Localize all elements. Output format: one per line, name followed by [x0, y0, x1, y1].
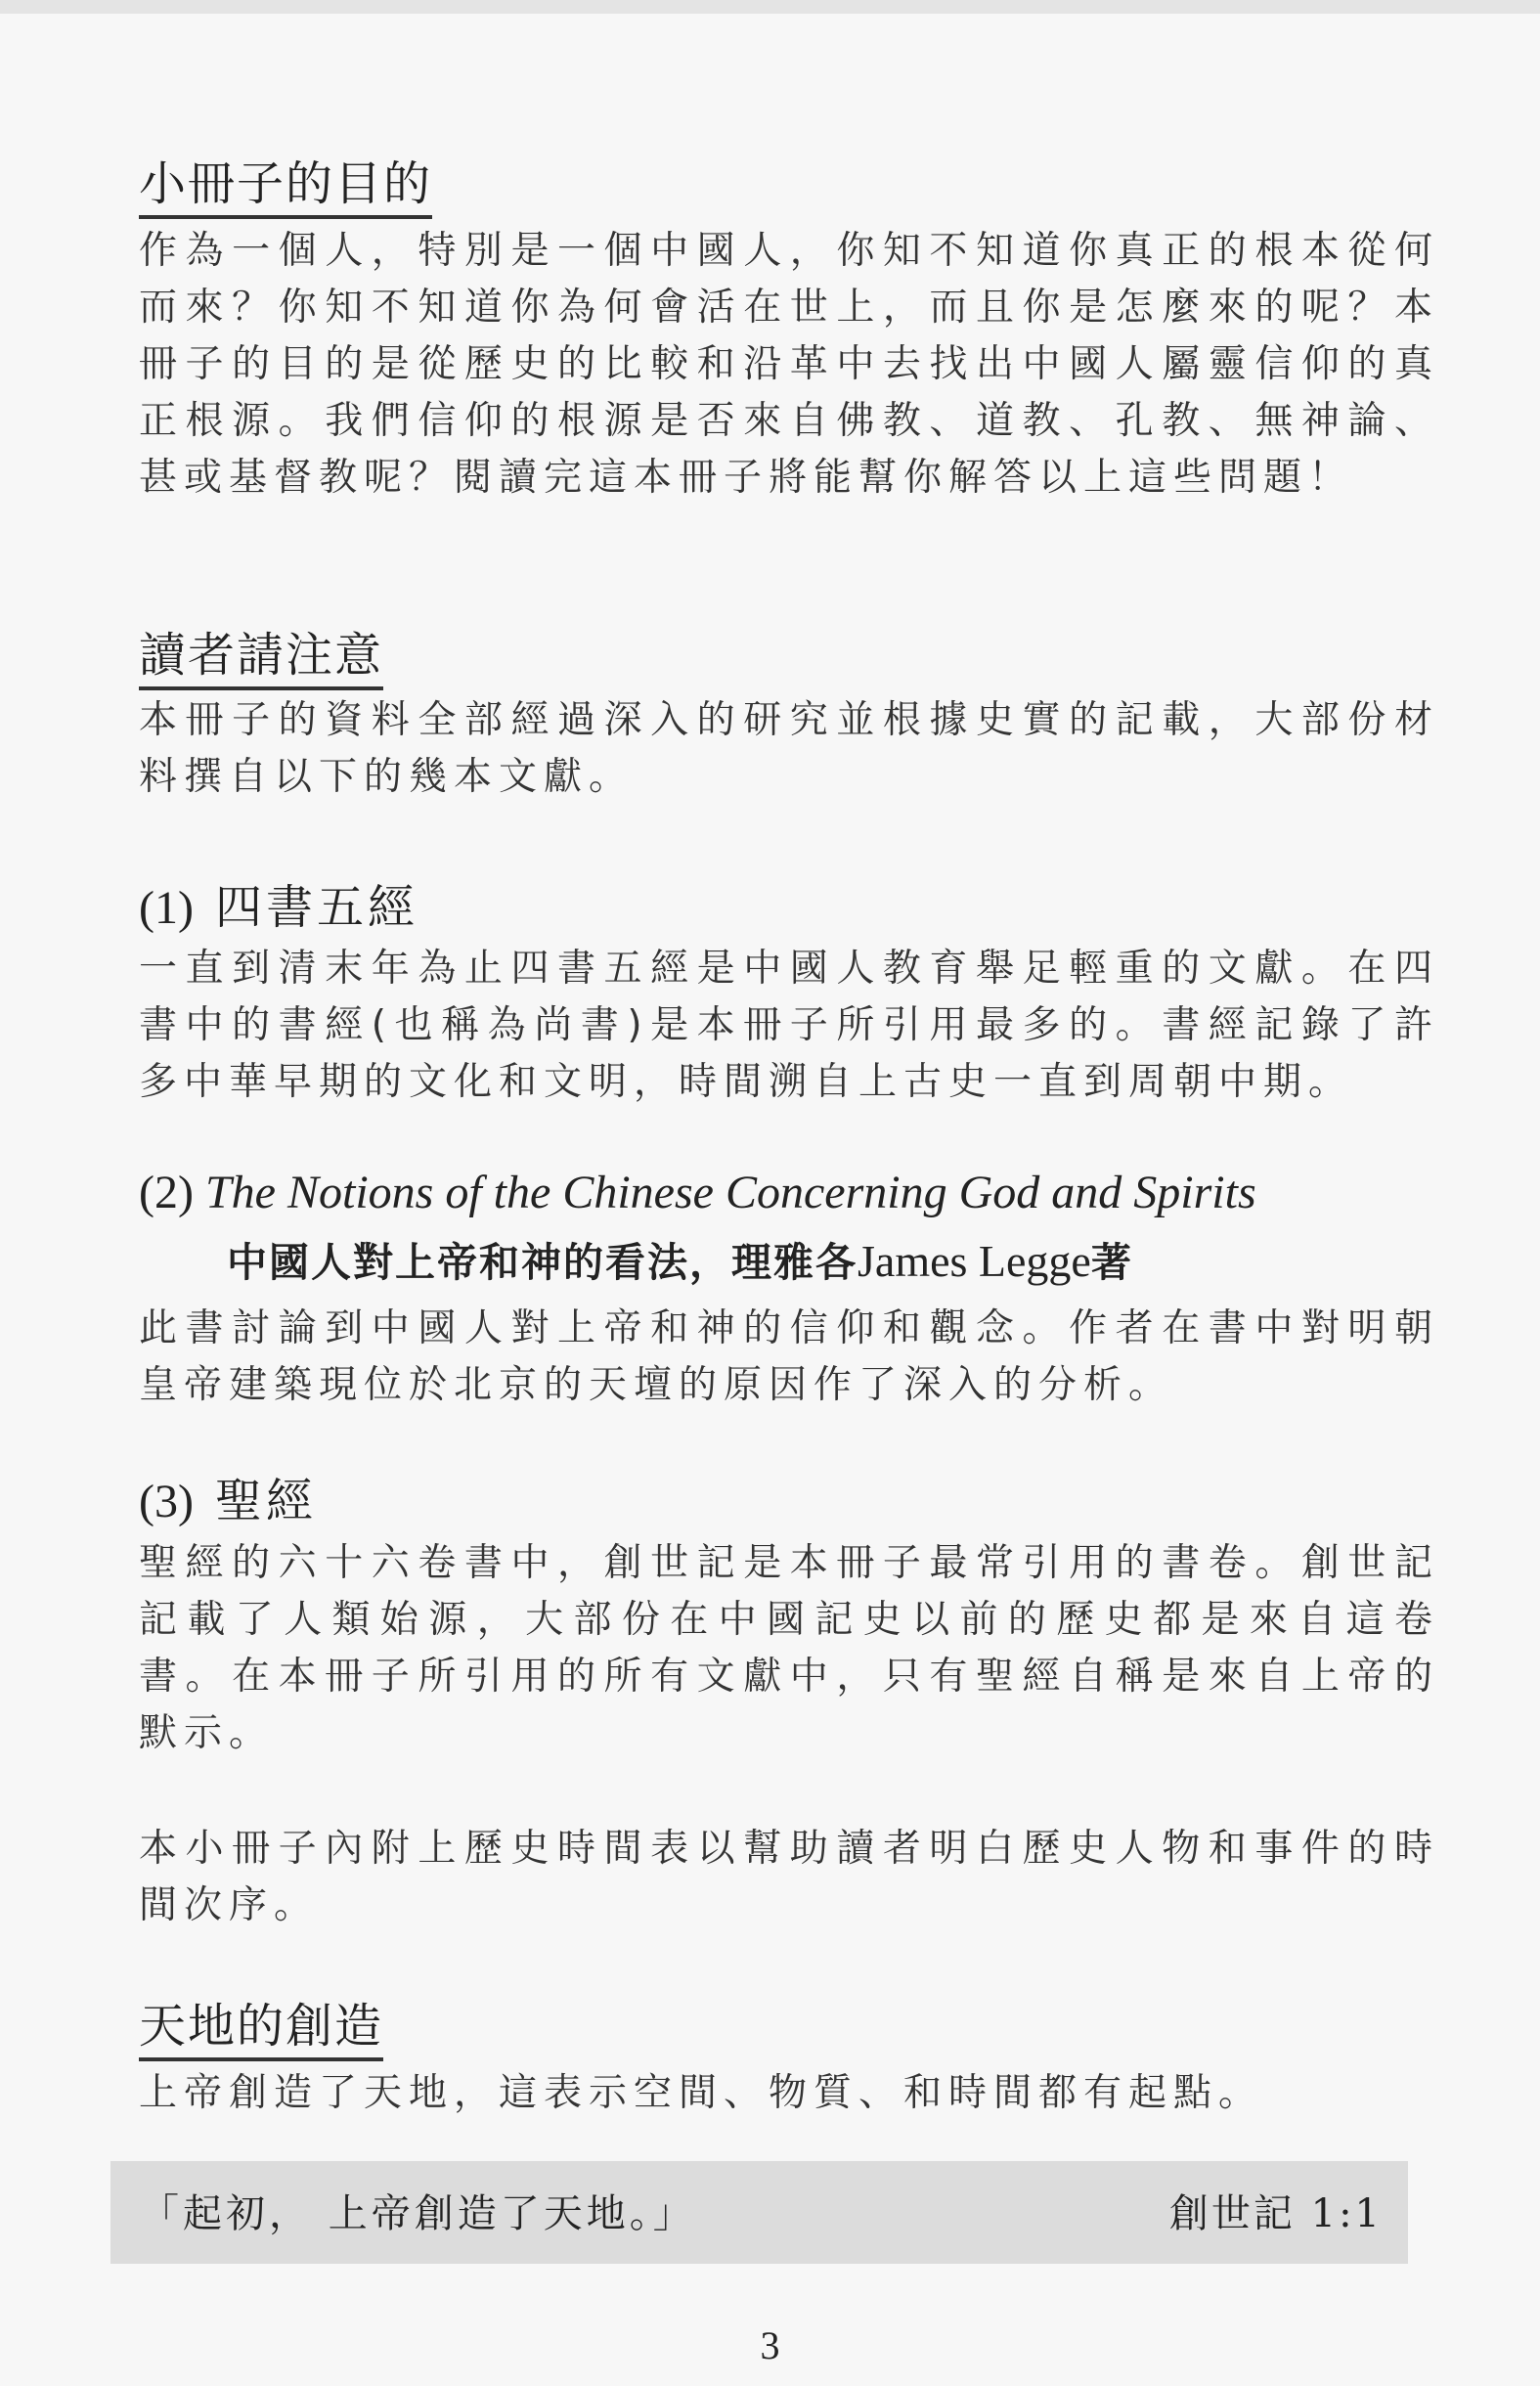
source-2-title: The Notions of the Chinese Concerning God and Spirits [204, 1167, 1256, 1218]
heading-purpose: 小冊子的目的 [139, 155, 432, 219]
heading-creation: 天地的創造 [139, 1997, 383, 2061]
source-2-chinese-title [227, 1234, 1133, 1290]
source-2-number: (2) [139, 1167, 194, 1218]
source-3-title: 聖經 [214, 1474, 317, 1528]
source-1-number: (1) [139, 882, 194, 934]
source-1-heading [139, 878, 418, 938]
source-2-chinese-title-text: 中國人對上帝和神的看法，理雅各 [227, 1239, 858, 1286]
source-2-heading [139, 1164, 1256, 1222]
scripture-reference: 創世記 1:1 [1168, 2191, 1383, 2236]
paragraph-purpose: 作為一個人，特別是一個中國人，你知不知道你真正的根本從何而來？你知不知道你為何會活在世上，而且你是怎麼來的呢？本冊子的目的是從歷史的比較和沿革中去找出中國人屬靈信仰的真正根源。我們信仰的根源是否來自佛教、道教、孔教、無神論、甚或基督教呢？閱讀完這本冊子將能幫你解答以上這些問題！ [139, 229, 1439, 500]
source-2-author-suffix: 著 [1090, 1239, 1133, 1286]
scripture-quote-text: 「起初， 上帝創造了天地。」 [140, 2191, 696, 2236]
paragraph-timeline-note: 本小冊子內附上歷史時間表以幫助讀者明白歷史人物和事件的時間次序。 [139, 1827, 1439, 1927]
page-number: 3 [760, 2323, 780, 2367]
scan-edge [0, 0, 1540, 14]
scripture-quote-box [110, 2161, 1408, 2264]
source-3-number: (3) [139, 1476, 194, 1527]
heading-notice: 讀者請注意 [139, 626, 383, 690]
paragraph-source-2: 此書討論到中國人對上帝和神的信仰和觀念。作者在書中對明朝皇帝建築現位於北京的天壇的原因作了深入的分析。 [139, 1306, 1439, 1407]
source-3-heading [139, 1472, 317, 1531]
paragraph-source-1: 一直到清末年為止四書五經是中國人教育舉足輕重的文獻。在四書中的書經(也稱為尚書)是本冊子所引用最多的。書經記錄了許多中華早期的文化和文明，時間溯自上古史一直到周朝中期。 [139, 947, 1439, 1104]
paragraph-source-3: 聖經的六十六卷書中，創世記是本冊子最常引用的書卷。創世記記載了人類始源，大部份在中國記史以前的歷史都是來自這卷書。在本冊子所引用的所有文獻中，只有聖經自稱是來自上帝的默示。 [139, 1541, 1439, 1755]
paragraph-creation: 上帝創造了天地，這表示空間、物質、和時間都有起點。 [139, 2071, 1264, 2115]
source-2-author: James Legge [858, 1236, 1091, 1286]
source-1-title: 四書五經 [214, 880, 418, 935]
paragraph-notice: 本冊子的資料全部經過深入的研究並根據史實的記載，大部份材料撰自以下的幾本文獻。 [139, 698, 1439, 799]
